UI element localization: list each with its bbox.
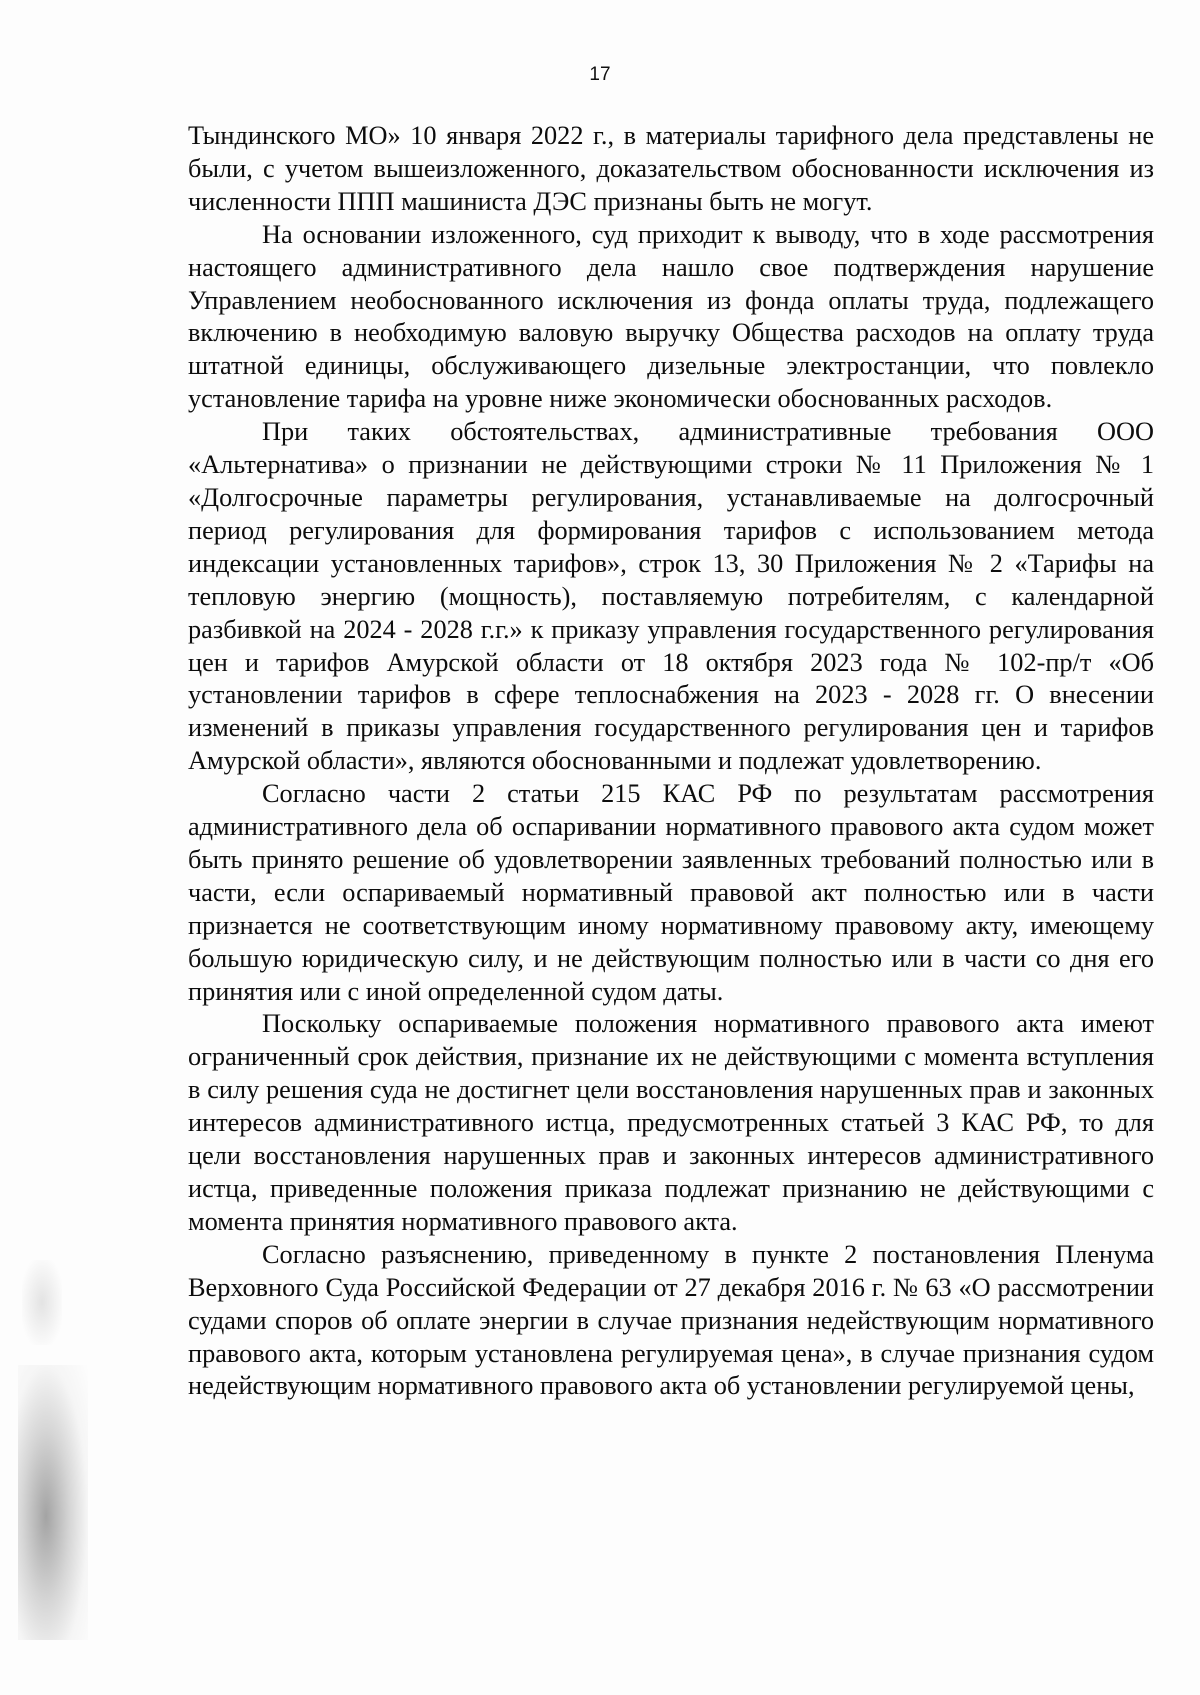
paragraph: Тындинского МО» 10 января 2022 г., в материалы тарифного дела представлены не были, с учетом вышеизложенного, доказательством обоснованности исключения из численности ППП машиниста ДЭС признаны быть не могут. xyxy=(188,121,1154,216)
paragraph: При таких обстоятельствах, административные требования ООО «Альтернатива» о признании не действующими строки № 11 Приложения № 1 «Долгосрочные параметры регулирования, устанавливаемые на долгосрочный период регулирования для формирования тарифов с использованием метода индексации установленных тарифов», строк 13, 30 Приложения № 2 «Тарифы на тепловую энергию (мощность), поставляемую потребителям, с календарной разбивкой на 2024 - 2028 г.г.» к приказу управления государственного регулирования цен и тарифов Амурской области от 18 октября 2023 года № 102-пр/т «Об установлении тарифов в сфере теплоснабжения на 2023 - 2028 гг. О внесении изменений в приказы управления государственного регулирования цен и тарифов Амурской области», являются обоснованными и подлежат удовлетворению. xyxy=(188,417,1154,776)
document-body xyxy=(188,120,1154,1403)
scan-artifact xyxy=(22,1260,62,1345)
paragraph: Согласно разъяснению, приведенному в пункте 2 постановления Пленума Верховного Суда Российской Федерации от 27 декабря 2016 г. № 63 «О рассмотрении судами споров об оплате энергии в случае признания недействующим нормативного правового акта, которым установлена регулируемая цена», в случае признания судом недействующим нормативного правового акта об установлении регулируемой цены, xyxy=(188,1239,1154,1401)
paragraph: На основании изложенного, суд приходит к выводу, что в ходе рассмотрения настоящего административного дела нашло свое подтверждения нарушение Управлением необоснованного исключения из фонда оплаты труда, подлежащего включению в необходимую валовую выручку Общества расходов на оплату труда штатной единицы, обслуживающего дизельные электростанции, что повлекло установление тарифа на уровне ниже экономически обоснованных расходов. xyxy=(188,219,1154,414)
page-number: 17 xyxy=(589,64,611,85)
scan-artifact xyxy=(18,1365,88,1640)
paragraph: Поскольку оспариваемые положения нормативного правового акта имеют ограниченный срок действия, признание их не действующими с момента вступления в силу решения суда не достигнет цели восстановления нарушенных прав и законных интересов административного истца, предусмотренных статьей 3 КАС РФ, то для цели восстановления нарушенных прав и законных интересов административного истца, приведенные положения приказа подлежат признанию не действующими с момента принятия нормативного правового акта. xyxy=(188,1009,1154,1236)
paragraph: Согласно части 2 статьи 215 КАС РФ по результатам рассмотрения административного дела об оспаривании нормативного правового акта судом может быть принято решение об удовлетворении заявленных требований полностью или в части, если оспариваемый нормативный правовой акт полностью или в части признается не соответствующим иному нормативному правовому акту, имеющему большую юридическую силу, и не действующим полностью или в части со дня его принятия или с иной определенной судом даты. xyxy=(188,779,1154,1006)
